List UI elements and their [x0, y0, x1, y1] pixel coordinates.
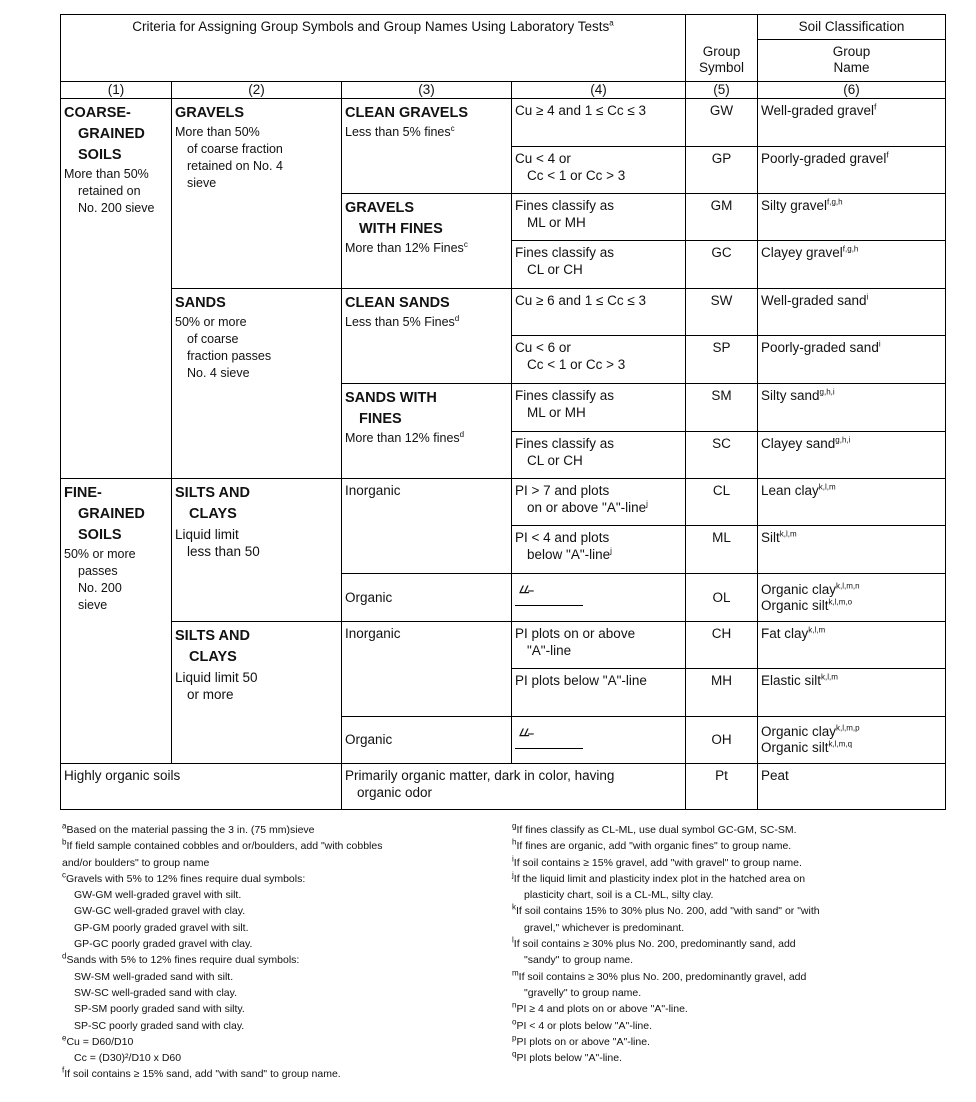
footnote-line	[62, 920, 382, 936]
footnote-text: PI ≥ 4 and plots on or above "A"-line.	[516, 1003, 688, 1016]
organic-high: Organic	[342, 717, 512, 764]
sm-symbol: SM	[686, 384, 758, 432]
footnote-line	[512, 887, 820, 903]
footnote-text: PI < 4 or plots below "A"-line.	[516, 1019, 653, 1032]
pt-symbol: Pt	[686, 764, 758, 810]
footnote-marker: j	[512, 870, 514, 880]
footnote-marker: h	[512, 837, 517, 847]
footnotes-left	[62, 822, 382, 1083]
footnote-text: Based on the material passing the 3 in. (75 mm)sieve	[66, 824, 315, 836]
footnote-line	[512, 936, 820, 952]
coarse-grained-cell: COARSE- GRAINED SOILS More than 50% retained on No. 200 sieve	[61, 99, 172, 479]
mh-criteria: PI plots below "A"-line	[512, 669, 686, 717]
pt-name: Peat	[758, 764, 946, 810]
cl-name: Lean clay$^{k,l,m}$	[758, 479, 946, 526]
footnote-text: If soil contains ≥ 30% plus No. 200, predominantly gravel, add	[518, 970, 807, 983]
footnote-line	[512, 969, 820, 985]
footnote-line	[512, 822, 820, 838]
gm-criteria: Fines classify as ML or MH	[512, 194, 686, 241]
footnote-line	[512, 1050, 820, 1066]
footnote-line	[62, 887, 382, 903]
ol-criteria-blank	[512, 574, 686, 622]
footnote-marker: k	[512, 902, 516, 912]
gravels-cell: GRAVELS More than 50% of coarse fraction retained on No. 4 sieve	[172, 99, 342, 289]
ch-name: Fat clay$^{k,l,m}$	[758, 622, 946, 669]
soil-classification-header: Soil Classification	[758, 15, 946, 40]
footnote-text: SP-SM poorly graded sand with silty.	[74, 1003, 245, 1016]
footnote-marker: i	[512, 854, 514, 864]
handwritten-mark-icon: 𝐿𝐿 ̶	[519, 585, 531, 597]
gp-criteria: Cu < 4 or Cc < 1 or Cc > 3	[512, 147, 686, 194]
ml-symbol: ML	[686, 526, 758, 574]
group-name-header: Group Name	[758, 40, 946, 82]
footnote-marker: e	[62, 1033, 67, 1043]
footnote-text: If soil contains ≥ 15% sand, add "with sand" to group name.	[64, 1068, 341, 1081]
footnote-text: GP-GC poorly graded gravel with clay.	[74, 938, 253, 951]
gc-name: Clayey gravel$^{f,g,h}$	[758, 241, 946, 289]
footnote-text: Cu = D60/D10	[66, 1035, 134, 1048]
footnote-line	[512, 985, 820, 1001]
sands-cell: SANDS 50% or more of coarse fraction passes No. 4 sieve	[172, 289, 342, 479]
group-symbol-header: Group Symbol	[686, 40, 758, 82]
gravels-with-fines-cell: GRAVELS WITH FINES More than 12% Fines$^c$	[342, 194, 512, 289]
sc-symbol: SC	[686, 432, 758, 479]
footnote-text: If fines are organic, add "with organic fines" to group name.	[516, 840, 792, 853]
footnote-line	[512, 952, 820, 968]
gc-criteria: Fines classify as CL or CH	[512, 241, 686, 289]
footnote-line	[62, 1050, 382, 1066]
footnote-marker: g	[512, 821, 517, 831]
footnote-line	[62, 1018, 382, 1034]
organic-low: Organic	[342, 574, 512, 622]
sm-name: Silty sand$^{g,h,i}$	[758, 384, 946, 432]
footnote-text: GW-GC well-graded gravel with clay.	[74, 905, 246, 918]
footnote-text: "sandy" to group name.	[524, 954, 634, 967]
col-number: (2)	[172, 82, 342, 99]
oh-criteria-blank	[512, 717, 686, 764]
footnote-text: SW-SM well-graded sand with silt.	[74, 970, 234, 983]
footnote-text: PI plots on or above "A"-line.	[516, 1035, 650, 1048]
footnote-text: and/or boulders" to group name	[62, 856, 210, 869]
soil-classification-table	[60, 14, 946, 810]
fine-grained-cell: FINE- GRAINED SOILS 50% or more passes No. 200 sieve	[61, 479, 172, 764]
footnote-line	[62, 969, 382, 985]
highly-organic-soils: Highly organic soils	[61, 764, 342, 810]
footnote-text: Gravels with 5% to 12% fines require dual symbols:	[66, 872, 306, 885]
footnote-line	[512, 855, 820, 871]
footnote-text: PI plots below "A"-line.	[516, 1052, 622, 1065]
footnote-line	[512, 1001, 820, 1017]
footnotes-right	[512, 822, 820, 1066]
footnote-marker: p	[512, 1033, 517, 1043]
footnote-line	[512, 838, 820, 854]
footnote-line	[62, 871, 382, 887]
pt-criteria: Primarily organic matter, dark in color, having organic odor	[342, 764, 686, 810]
col-number: (6)	[758, 82, 946, 99]
ch-criteria: PI plots on or above "A"-line	[512, 622, 686, 669]
footnote-line	[512, 903, 820, 919]
criteria-header: Criteria for Assigning Group Symbols and Group Names Using Laboratory Tests$^a$	[61, 15, 686, 82]
footnote-text: If fines classify as CL-ML, use dual symbol GC-GM, SC-SM.	[516, 824, 797, 836]
footnote-marker: d	[62, 951, 67, 961]
footnote-line	[62, 1001, 382, 1017]
silts-clays-high-cell: SILTS AND CLAYS Liquid limit 50 or more	[172, 622, 342, 764]
footnote-text: gravel," whichever is predominant.	[524, 921, 685, 934]
footnote-line	[62, 822, 382, 838]
footnote-text: Cc = (D30)²/D10 x D60	[74, 1052, 182, 1065]
footnote-text: plasticity chart, soil is a CL-ML, silty clay.	[524, 889, 714, 902]
footnote-line	[62, 903, 382, 919]
sw-name: Well-graded sand$^i$	[758, 289, 946, 336]
col-number: (5)	[686, 82, 758, 99]
footnote-line	[62, 1066, 382, 1082]
footnote-line	[62, 838, 382, 854]
gc-symbol: GC	[686, 241, 758, 289]
sands-with-fines-cell: SANDS WITH FINES More than 12% fines$^d$	[342, 384, 512, 479]
footnote-line	[62, 1034, 382, 1050]
col-number: (1)	[61, 82, 172, 99]
footnote-text: If field sample contained cobbles and or/boulders, add "with cobbles	[66, 840, 383, 853]
col-number: (3)	[342, 82, 512, 99]
footnote-line	[512, 920, 820, 936]
inorganic-high: Inorganic	[342, 622, 512, 717]
handwritten-mark-icon: 𝐿𝐿 ̶	[519, 727, 531, 739]
footnote-text: If soil contains 15% to 30% plus No. 200, add "with sand" or "with	[516, 905, 820, 918]
footnote-marker: b	[62, 837, 67, 847]
sc-criteria: Fines classify as CL or CH	[512, 432, 686, 479]
ml-criteria: PI < 4 and plots below "A"-line$^j$	[512, 526, 686, 574]
footnote-marker: m	[512, 968, 519, 978]
footnote-text: SP-SC poorly graded sand with clay.	[74, 1019, 245, 1032]
sp-name: Poorly-graded sand$^i$	[758, 336, 946, 384]
footnote-text: "gravelly" to group name.	[524, 986, 642, 999]
sw-criteria: Cu ≥ 6 and 1 ≤ Cc ≤ 3	[512, 289, 686, 336]
gp-name: Poorly-graded gravel$^f$	[758, 147, 946, 194]
footnote-text: Sands with 5% to 12% fines require dual symbols:	[66, 954, 300, 967]
footnote-line	[62, 952, 382, 968]
footnote-marker: q	[512, 1049, 517, 1059]
sm-criteria: Fines classify as ML or MH	[512, 384, 686, 432]
footnote-line	[512, 1034, 820, 1050]
gw-criteria: Cu ≥ 4 and 1 ≤ Cc ≤ 3	[512, 99, 686, 147]
inorganic-low: Inorganic	[342, 479, 512, 574]
sp-criteria: Cu < 6 or Cc < 1 or Cc > 3	[512, 336, 686, 384]
footnote-marker: a	[62, 821, 67, 831]
sw-symbol: SW	[686, 289, 758, 336]
ol-name: Organic clay$^{k,l,m,n}$ Organic silt$^{k,l,m,o}$	[758, 574, 946, 622]
footnote-text: If the liquid limit and plasticity index plot in the hatched area on	[513, 872, 806, 885]
footnote-marker: n	[512, 1000, 517, 1010]
footnote-text: If soil contains ≥ 15% gravel, add "with gravel" to group name.	[513, 856, 802, 869]
footnote-marker: c	[62, 870, 66, 880]
ol-symbol: OL	[686, 574, 758, 622]
gm-symbol: GM	[686, 194, 758, 241]
gm-name: Silty gravel$^{f,g,h}$	[758, 194, 946, 241]
cl-symbol: CL	[686, 479, 758, 526]
silts-clays-low-cell: SILTS AND CLAYS Liquid limit less than 50	[172, 479, 342, 622]
ml-name: Silt$^{k,l,m}$	[758, 526, 946, 574]
footnote-line	[62, 936, 382, 952]
footnote-marker: f	[62, 1065, 65, 1075]
cl-criteria: PI > 7 and plots on or above "A"-line$^j$	[512, 479, 686, 526]
footnote-text: GW-GM well-graded gravel with silt.	[74, 889, 242, 902]
oh-name: Organic clay$^{k,l,m,p}$ Organic silt$^{k,l,m,q}$	[758, 717, 946, 764]
mh-name: Elastic silt$^{k,l,m}$	[758, 669, 946, 717]
clean-sands-cell: CLEAN SANDS Less than 5% Fines$^d$	[342, 289, 512, 384]
clean-gravels-cell: CLEAN GRAVELS Less than 5% fines$^c$	[342, 99, 512, 194]
mh-symbol: MH	[686, 669, 758, 717]
footnote-text: SW-SC well-graded sand with clay.	[74, 986, 238, 999]
footnote-line	[62, 985, 382, 1001]
gw-symbol: GW	[686, 99, 758, 147]
gp-symbol: GP	[686, 147, 758, 194]
footnote-marker: l	[512, 935, 514, 945]
footnote-line	[512, 871, 820, 887]
ch-symbol: CH	[686, 622, 758, 669]
gw-name: Well-graded gravel$^f$	[758, 99, 946, 147]
footnote-line	[62, 855, 382, 871]
footnote-text: GP-GM poorly graded gravel with silt.	[74, 921, 249, 934]
footnote-line	[512, 1018, 820, 1034]
sc-name: Clayey sand$^{g,h,i}$	[758, 432, 946, 479]
sp-symbol: SP	[686, 336, 758, 384]
footnote-marker: o	[512, 1017, 517, 1027]
footnote-text: If soil contains ≥ 30% plus No. 200, predominantly sand, add	[513, 938, 796, 951]
oh-symbol: OH	[686, 717, 758, 764]
col-number: (4)	[512, 82, 686, 99]
